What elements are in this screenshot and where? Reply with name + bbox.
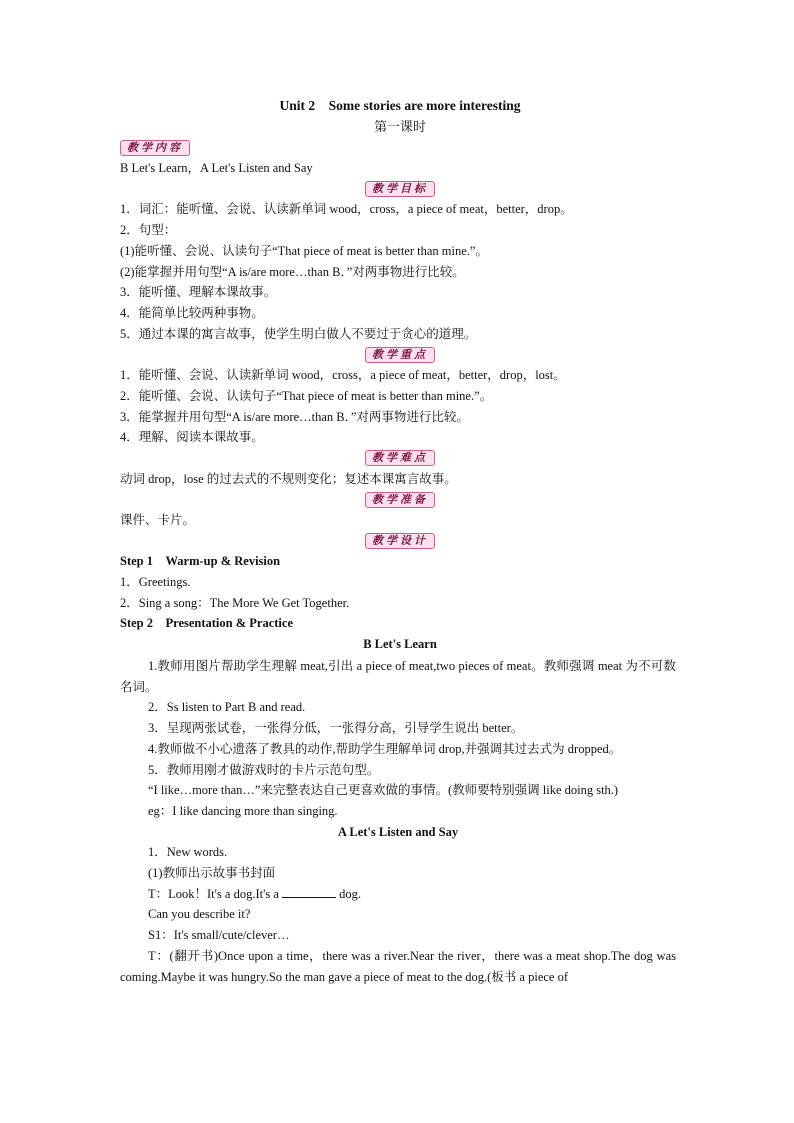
part-a-item: (1)教师出示故事书封面	[148, 866, 276, 881]
section-badge-goals: 教学目标	[365, 181, 435, 197]
section-badge-design: 教学设计	[365, 533, 435, 549]
part-b-item: 3．呈现两张试卷，一张得分低，一张得分高，引导学生说出 better。	[148, 721, 524, 736]
page-title: Unit 2 Some stories are more interesting	[279, 98, 521, 113]
key-point-item: 1．能听懂、会说、认读新单词 wood，cross，a piece of meat，better，drop，lost。	[120, 368, 566, 383]
goal-item: 1．词汇：能听懂、会说、认读新单词 wood，cross，a piece of meat，better，drop。	[120, 202, 573, 217]
step1-item: 1．Greetings.	[120, 575, 191, 590]
lesson-body	[120, 656, 676, 987]
difficulties-badge-row	[120, 448, 680, 469]
key-point-item: 2．能听懂、会说、认读句子“That piece of meat is better than mine.”。	[120, 388, 493, 403]
section-badge-content: 教学内容	[120, 140, 190, 156]
preparation-badge-row	[120, 489, 680, 510]
content-text: B Let's Learn，A Let's Listen and Say	[120, 161, 313, 176]
lesson-label: 第一课时	[373, 118, 426, 134]
part-b-item: 2．Ss listen to Part B and read.	[148, 700, 306, 715]
content-badge-row	[120, 137, 680, 158]
goal-item: 3．能听懂、理解本课故事。	[120, 285, 277, 300]
dialog-student: S1：It's small/cute/clever…	[148, 928, 290, 943]
example-line: eg：I like dancing more than singing.	[148, 803, 338, 818]
section-badge-preparation: 教学准备	[365, 492, 435, 508]
goal-item: 4．能简单比较两种事物。	[120, 306, 264, 320]
dialog-teacher-suffix: dog.	[339, 886, 361, 901]
key-point-item: 4．理解、阅读本课故事。	[120, 430, 264, 445]
part-b-paragraph-2: “I like…more than…”来完整表达自己更喜欢做的事情。(教师要特别强调 like doing sth.)	[148, 783, 619, 798]
preparation-text: 课件、卡片。	[120, 512, 196, 527]
fill-in-blank	[282, 885, 336, 898]
step1-item: 2．Sing a song：The More We Get Together.	[120, 595, 350, 610]
goals-badge-row	[120, 179, 680, 200]
dialog-line	[120, 884, 676, 905]
goal-item: 5．通过本课的寓言故事，使学生明白做人不要过于贪心的道理。	[120, 326, 477, 341]
section-badge-difficulties: 教学难点	[365, 450, 435, 466]
section-badge-key-points: 教学重点	[365, 347, 435, 363]
goal-item: (2)能掌握并用句型“A is/are more…than B．”对两事物进行比较。	[120, 264, 465, 279]
part-b-item: 4.教师做不小心遗落了教具的动作,帮助学生理解单词 drop,并强调其过去式为 dropped。	[148, 741, 622, 756]
dialog-teacher-prefix: T：Look！It's a dog.It's a	[148, 886, 279, 901]
part-b-item: 5．教师用刚才做游戏时的卡片示范句型。	[148, 762, 380, 777]
step2-title: Step 2 Presentation & Practice	[120, 616, 293, 631]
part-b-title: B Let's Learn	[363, 637, 437, 652]
key-points-badge-row	[120, 344, 680, 365]
goal-item: (1)能听懂、会说、认读句子“That piece of meat is better than mine.”。	[120, 243, 488, 258]
part-a-item: 1．New words.	[148, 845, 228, 860]
step1-title: Step 1 Warm-up & Revision	[120, 554, 281, 569]
lesson-plan	[120, 96, 680, 655]
difficulties-text: 动词 drop，lose 的过去式的不规则变化；复述本课寓言故事。	[120, 471, 457, 486]
dialog-teacher-story: T：(翻开书)Once upon a time，there was a river.Near the river，there was a meat shop.The dog was coming.Maybe it was hungry.So the man gave a piece of meat to the dog.(板书 a piece of	[120, 948, 676, 984]
part-b-paragraph: 1.教师用图片帮助学生理解 meat,引出 a piece of meat,two pieces of meat。教师强调 meat 为不可数名词。	[120, 659, 676, 694]
part-a-title: A Let's Listen and Say	[337, 824, 459, 839]
key-point-item: 3．能掌握并用句型“A is/are more…than B．”对两事物进行比较。	[120, 409, 469, 424]
design-badge-row	[120, 531, 680, 552]
goal-item: 2．句型：	[120, 223, 177, 238]
dialog-question: Can you describe it?	[148, 907, 251, 922]
